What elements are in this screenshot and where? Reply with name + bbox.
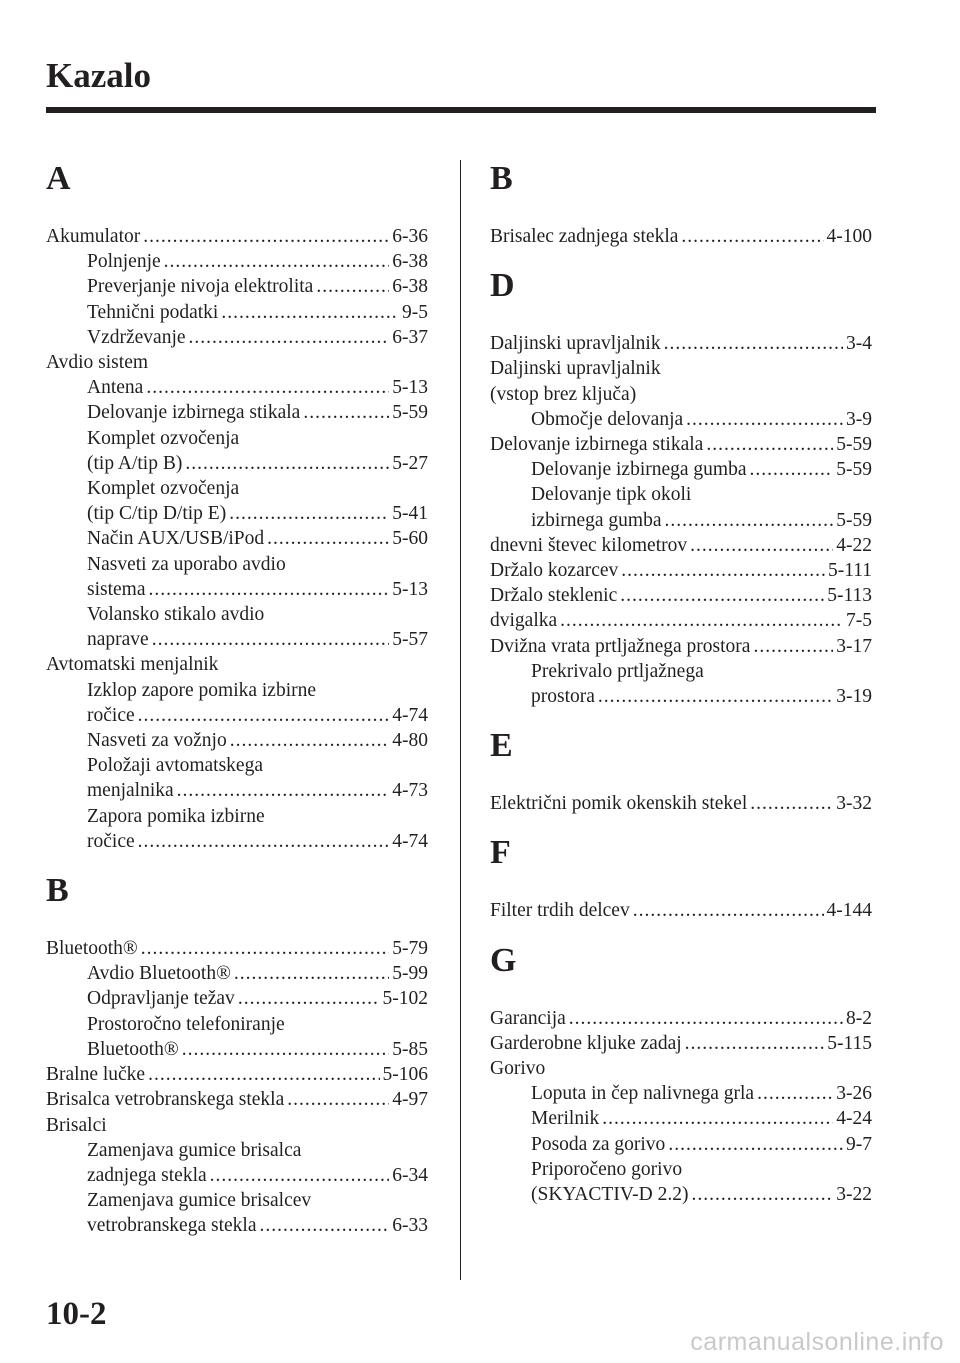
index-entry xyxy=(490,1006,872,1031)
index-subentry xyxy=(490,457,872,482)
leader-dots xyxy=(691,1182,833,1207)
index-entry xyxy=(46,1113,428,1138)
entry-text: Zamenjava gumice brisalcev xyxy=(87,1190,312,1212)
entry-page: 6-38 xyxy=(392,251,428,273)
entry-row xyxy=(87,274,428,299)
leader-dots xyxy=(138,829,390,854)
entry-text: Loputa in čep nalivnega grla xyxy=(531,1083,755,1105)
entry-text: Tehnični podatki xyxy=(87,301,219,323)
entry-text: Merilnik xyxy=(531,1108,600,1130)
index-subentry xyxy=(46,961,428,986)
header-rule xyxy=(46,107,876,113)
leader-dots xyxy=(665,508,834,533)
leader-dots xyxy=(138,703,390,728)
entry-text: ročice xyxy=(87,704,135,726)
entry-row xyxy=(87,1213,428,1238)
entry-text: ročice xyxy=(87,830,135,852)
leader-dots xyxy=(668,1132,843,1157)
entry-row xyxy=(531,508,872,533)
entry-row xyxy=(490,583,872,608)
index-subentry xyxy=(490,1157,872,1207)
entry-page: 3-4 xyxy=(846,333,872,355)
index-subentry xyxy=(46,986,428,1011)
index-entry xyxy=(490,898,872,923)
entry-row xyxy=(490,224,872,249)
entry-text: Preverjanje nivoja elektrolita xyxy=(87,276,314,298)
entry-text: Antena xyxy=(87,377,144,399)
leader-dots xyxy=(664,331,843,356)
leader-dots xyxy=(681,224,823,249)
leader-dots xyxy=(621,558,825,583)
index-entry xyxy=(46,1087,428,1112)
index-entry xyxy=(490,331,872,356)
entry-text: (vstop brez ključa) xyxy=(490,383,637,405)
entry-text: dvigalka xyxy=(490,610,558,632)
entry-page: 5-13 xyxy=(392,578,428,600)
entry-page: 4-80 xyxy=(392,730,428,752)
index-entry xyxy=(490,1056,872,1081)
leader-dots xyxy=(146,375,389,400)
entry-text: Položaji avtomatskega xyxy=(87,755,263,777)
entry-text: Brisalci xyxy=(46,1114,107,1136)
section-letter: F xyxy=(490,834,511,872)
entry-text: menjalnika xyxy=(87,780,174,802)
index-section-g xyxy=(490,942,872,1208)
index-entry xyxy=(490,533,872,558)
index-subentry xyxy=(490,482,872,532)
entry-text: Območje delovanja xyxy=(531,408,684,430)
leader-dots xyxy=(287,1087,389,1112)
leader-dots xyxy=(182,1037,390,1062)
entry-row xyxy=(87,986,428,1011)
entry-row xyxy=(531,1132,872,1157)
entry-row xyxy=(531,407,872,432)
entry-row xyxy=(490,533,872,558)
entry-text: Električni pomik okenskih stekel xyxy=(490,793,748,815)
index-subentry xyxy=(46,526,428,551)
entry-text: dnevni števec kilometrov xyxy=(490,534,688,556)
leader-dots xyxy=(267,526,389,551)
index-section-a xyxy=(46,160,428,854)
leader-dots xyxy=(141,936,390,961)
entry-row xyxy=(490,432,872,457)
page-title: Kazalo xyxy=(46,56,151,95)
entry-row xyxy=(87,300,428,325)
section-letter: B xyxy=(46,872,69,910)
section-letter: A xyxy=(46,160,71,197)
entry-page: 4-74 xyxy=(392,704,428,726)
entry-row xyxy=(531,684,872,709)
entry-row xyxy=(490,791,872,816)
index-subentry xyxy=(46,300,428,325)
entry-text: Način AUX/USB/iPod xyxy=(87,528,265,550)
leader-dots xyxy=(149,577,390,602)
index-section-e xyxy=(490,727,872,816)
leader-dots xyxy=(210,1163,390,1188)
section-letter: G xyxy=(490,941,517,979)
index-subentry xyxy=(46,274,428,299)
entry-text: Volansko stikalo avdio xyxy=(87,604,265,626)
entry-text: sistema xyxy=(87,578,146,600)
leader-dots xyxy=(686,407,843,432)
entry-text: Daljinski upravljalnik xyxy=(490,333,661,355)
entry-page: 5-59 xyxy=(836,434,872,456)
entry-page: 9-7 xyxy=(846,1133,872,1155)
entry-page: 9-5 xyxy=(402,301,428,323)
index-subentry xyxy=(46,400,428,425)
column-divider xyxy=(460,160,461,1280)
entry-row xyxy=(87,325,428,350)
index-entry xyxy=(46,936,428,961)
index-subentry xyxy=(46,804,428,854)
leader-dots xyxy=(189,325,390,350)
index-subentry xyxy=(46,753,428,803)
section-letter: D xyxy=(490,267,515,305)
entry-text: Delovanje tipk okoli xyxy=(531,484,692,506)
entry-page: 4-100 xyxy=(826,226,872,247)
index-column-right xyxy=(490,160,872,1225)
index-entry xyxy=(490,356,872,406)
entry-page: 5-41 xyxy=(392,503,428,525)
entry-text: Akumulator xyxy=(46,226,141,247)
leader-dots xyxy=(598,684,833,709)
leader-dots xyxy=(602,1106,833,1131)
entry-text: Delovanje izbirnega stikala xyxy=(490,434,704,456)
entry-page: 3-17 xyxy=(836,635,872,657)
leader-dots xyxy=(750,457,834,482)
leader-dots xyxy=(633,898,824,923)
index-entry xyxy=(490,432,872,457)
entry-page: 6-37 xyxy=(392,326,428,348)
index-subentry xyxy=(490,659,872,709)
entry-page: 5-115 xyxy=(827,1032,872,1054)
entry-page: 3-19 xyxy=(836,686,872,708)
entry-row xyxy=(87,249,428,274)
entry-row xyxy=(87,375,428,400)
entry-text: Vzdrževanje xyxy=(87,326,186,348)
entry-row xyxy=(46,936,428,961)
entry-row xyxy=(490,898,872,923)
entry-row xyxy=(46,224,428,249)
index-subentry xyxy=(490,1081,872,1106)
index-entry xyxy=(490,1031,872,1056)
index-subentry xyxy=(490,1132,872,1157)
entry-row xyxy=(531,1106,872,1131)
entry-page: 4-22 xyxy=(836,534,872,556)
entry-text: Brisalec zadnjega stekla xyxy=(490,226,679,247)
page-number: 10-2 xyxy=(46,1296,107,1332)
leader-dots xyxy=(164,249,390,274)
entry-text: Garderobne kljuke zadaj xyxy=(490,1032,682,1054)
leader-dots xyxy=(620,583,824,608)
index-entry xyxy=(490,558,872,583)
entry-text: Polnjenje xyxy=(87,251,161,273)
entry-row xyxy=(87,1037,428,1062)
entry-page: 5-79 xyxy=(392,938,428,960)
index-entry xyxy=(490,583,872,608)
entry-text: Posoda za gorivo xyxy=(531,1133,666,1155)
index-entry xyxy=(46,224,428,249)
index-subentry xyxy=(46,552,428,602)
entry-text: zadnjega stekla xyxy=(87,1164,207,1186)
index-subentry xyxy=(490,1106,872,1131)
index-entry xyxy=(490,791,872,816)
leader-dots xyxy=(690,533,833,558)
index-entry xyxy=(46,652,428,677)
entry-text: Priporočeno gorivo xyxy=(531,1158,683,1180)
index-section-d xyxy=(490,267,872,709)
entry-page: 5-57 xyxy=(392,629,428,651)
entry-text: Izklop zapore pomika izbirne xyxy=(87,679,317,701)
entry-page: 4-97 xyxy=(392,1089,428,1111)
entry-text: Držalo steklenic xyxy=(490,585,618,607)
entry-page: 6-34 xyxy=(392,1164,428,1186)
entry-text: Komplet ozvočenja xyxy=(87,427,240,449)
leader-dots xyxy=(569,1006,843,1031)
entry-page: 5-27 xyxy=(392,452,428,474)
entry-row xyxy=(87,829,428,854)
index-subentry xyxy=(46,678,428,728)
entry-page: 6-38 xyxy=(392,276,428,298)
entry-text: (SKYACTIV-D 2.2) xyxy=(531,1184,689,1206)
index-subentry xyxy=(46,249,428,274)
leader-dots xyxy=(238,986,380,1011)
entry-row xyxy=(87,728,428,753)
index-section-f xyxy=(490,834,872,923)
entry-text: Nasveti za vožnjo xyxy=(87,730,227,752)
entry-row xyxy=(87,778,428,803)
leader-dots xyxy=(753,634,833,659)
entry-text: naprave xyxy=(87,629,149,651)
entry-text: Avdio Bluetooth® xyxy=(87,963,231,985)
entry-text: vetrobranskega stekla xyxy=(87,1215,257,1237)
entry-page: 5-59 xyxy=(836,459,872,481)
entry-page: 8-2 xyxy=(846,1007,872,1029)
entry-page: 4-144 xyxy=(826,900,872,922)
leader-dots xyxy=(757,1081,833,1106)
index-section-b xyxy=(46,872,428,1238)
index-subentry xyxy=(46,1138,428,1188)
index-subentry xyxy=(46,325,428,350)
index-entry xyxy=(490,608,872,633)
entry-row xyxy=(490,608,872,633)
entry-text: Prostoročno telefoniranje xyxy=(87,1013,285,1035)
entry-page: 5-102 xyxy=(382,988,428,1010)
leader-dots xyxy=(234,961,389,986)
entry-row xyxy=(87,451,428,476)
index-subentry xyxy=(46,476,428,526)
section-letter: E xyxy=(490,727,513,765)
entry-text: Filter trdih delcev xyxy=(490,900,630,922)
entry-row xyxy=(87,526,428,551)
entry-row xyxy=(87,961,428,986)
entry-page: 6-33 xyxy=(392,1215,428,1237)
leader-dots xyxy=(148,1062,379,1087)
entry-text: Delovanje izbirnega gumba xyxy=(531,459,747,481)
entry-text: Bralne lučke xyxy=(46,1064,146,1086)
entry-row xyxy=(490,558,872,583)
entry-text: Daljinski upravljalnik xyxy=(490,358,661,380)
index-entry xyxy=(46,1062,428,1087)
entry-text: Avdio sistem xyxy=(46,352,149,374)
leader-dots xyxy=(685,1031,825,1056)
entry-text: Komplet ozvočenja xyxy=(87,478,240,500)
entry-page: 7-5 xyxy=(846,610,872,632)
index-entry xyxy=(46,350,428,375)
entry-row xyxy=(490,1031,872,1056)
leader-dots xyxy=(229,501,389,526)
entry-text: Garancija xyxy=(490,1007,566,1029)
entry-page: 5-59 xyxy=(392,402,428,424)
section-letter: B xyxy=(490,160,513,197)
entry-row xyxy=(87,627,428,652)
entry-text: Bluetooth® xyxy=(46,938,138,960)
leader-dots xyxy=(316,274,389,299)
index-entry xyxy=(490,634,872,659)
entry-page: 6-36 xyxy=(392,226,428,247)
leader-dots xyxy=(143,224,389,249)
entry-text: Dvižna vrata prtljažnega prostora xyxy=(490,635,751,657)
index-subentry xyxy=(46,426,428,476)
index-subentry xyxy=(490,407,872,432)
entry-page: 5-60 xyxy=(392,528,428,550)
entry-text: Avtomatski menjalnik xyxy=(46,654,219,676)
entry-text: Zamenjava gumice brisalca xyxy=(87,1139,302,1161)
entry-page: 4-24 xyxy=(836,1108,872,1130)
index-subentry xyxy=(46,728,428,753)
entry-text: (tip C/tip D/tip E) xyxy=(87,503,227,525)
entry-text: prostora xyxy=(531,686,595,708)
entry-text: Bluetooth® xyxy=(87,1038,179,1060)
entry-row xyxy=(490,1006,872,1031)
entry-page: 5-85 xyxy=(392,1038,428,1060)
leader-dots xyxy=(750,791,833,816)
entry-text: Delovanje izbirnega stikala xyxy=(87,402,301,424)
entry-row xyxy=(531,457,872,482)
entry-text: Odpravljanje težav xyxy=(87,988,235,1010)
leader-dots xyxy=(560,608,843,633)
entry-row xyxy=(87,501,428,526)
leader-dots xyxy=(706,432,833,457)
entry-row xyxy=(531,1081,872,1106)
entry-text: Prekrivalo prtljažnega xyxy=(531,660,704,682)
entry-text: Nasveti za uporabo avdio xyxy=(87,553,286,575)
entry-page: 3-9 xyxy=(846,408,872,430)
entry-text: izbirnega gumba xyxy=(531,509,662,531)
index-entry xyxy=(490,224,872,249)
leader-dots xyxy=(185,451,389,476)
entry-page: 3-26 xyxy=(836,1083,872,1105)
index-subentry xyxy=(46,375,428,400)
index-subentry xyxy=(46,602,428,652)
watermark: carmanualsonline.info xyxy=(690,1328,944,1356)
entry-text: Gorivo xyxy=(490,1058,546,1080)
entry-row xyxy=(490,634,872,659)
entry-page: 5-59 xyxy=(836,509,872,531)
entry-page: 5-113 xyxy=(827,585,872,607)
entry-row xyxy=(490,331,872,356)
entry-page: 3-32 xyxy=(836,793,872,815)
leader-dots xyxy=(221,300,399,325)
entry-text: Brisalca vetrobranskega stekla xyxy=(46,1089,285,1111)
entry-page: 4-73 xyxy=(392,780,428,802)
index-subentry xyxy=(46,1188,428,1238)
entry-row xyxy=(46,1062,428,1087)
leader-dots xyxy=(177,778,390,803)
entry-row xyxy=(46,1087,428,1112)
entry-text: Zapora pomika izbirne xyxy=(87,805,265,827)
entry-row xyxy=(87,577,428,602)
entry-page: 3-22 xyxy=(836,1184,872,1206)
index-section-b xyxy=(490,160,872,249)
entry-row xyxy=(87,1163,428,1188)
leader-dots xyxy=(230,728,390,753)
index-column-left xyxy=(46,160,428,1257)
leader-dots xyxy=(303,400,389,425)
entry-page: 5-13 xyxy=(392,377,428,399)
entry-page: 5-99 xyxy=(392,963,428,985)
entry-row xyxy=(87,400,428,425)
entry-row xyxy=(531,1182,872,1207)
entry-page: 5-106 xyxy=(382,1064,428,1086)
entry-row xyxy=(87,703,428,728)
entry-page: 4-74 xyxy=(392,830,428,852)
entry-page: 5-111 xyxy=(827,560,872,582)
entry-text: (tip A/tip B) xyxy=(87,452,183,474)
leader-dots xyxy=(152,627,390,652)
entry-text: Držalo kozarcev xyxy=(490,560,619,582)
index-subentry xyxy=(46,1012,428,1062)
leader-dots xyxy=(259,1213,389,1238)
